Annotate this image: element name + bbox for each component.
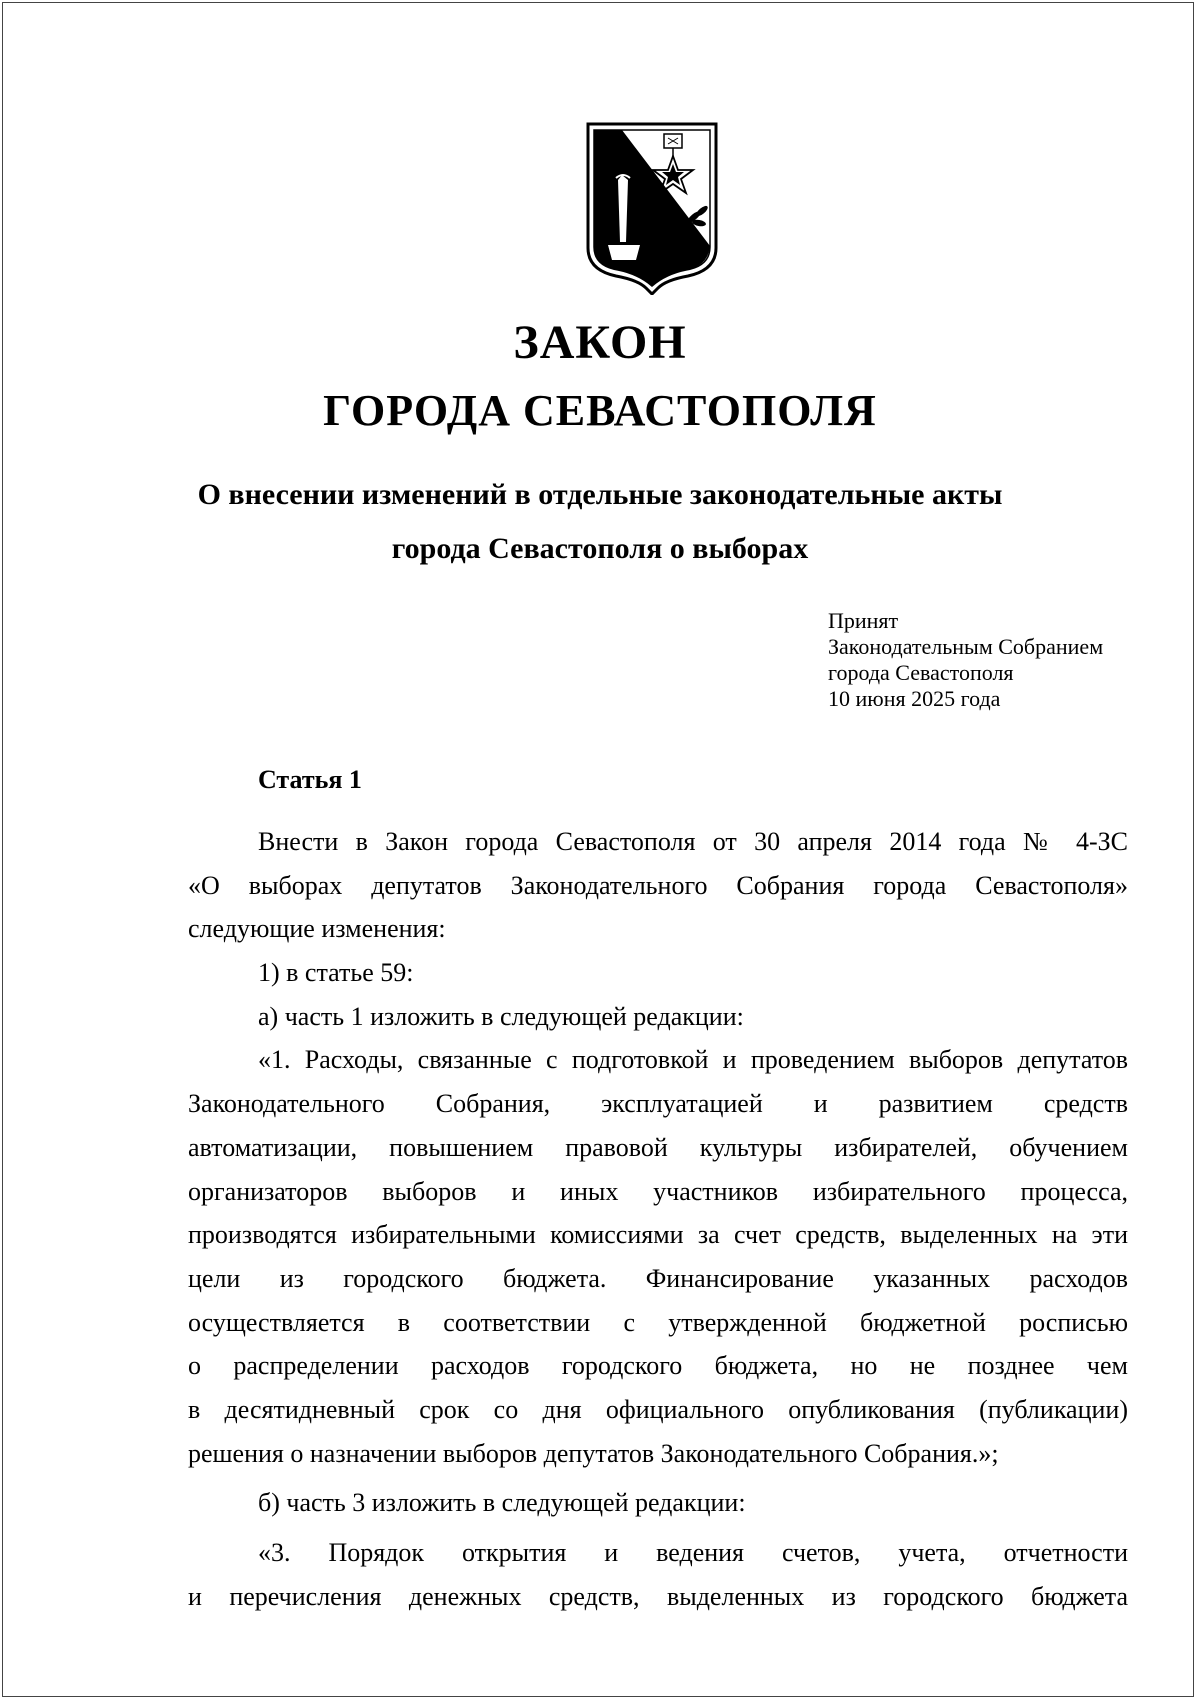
adoption-line: Законодательным Собранием xyxy=(828,634,1104,659)
body-line: организаторов выборов и иных участников избирательного процесса, xyxy=(188,1176,1128,1206)
law-subtitle-line-1: О внесении изменений в отдельные законодательные акты xyxy=(197,478,1003,511)
body-line: решения о назначении выборов депутатов Законодательного Собрания.»; xyxy=(188,1438,999,1468)
sevastopol-coat-of-arms-icon xyxy=(582,120,722,295)
body-line: в десятидневный срок со дня официального опубликования (публикации) xyxy=(188,1394,1128,1424)
body-line: а) часть 1 изложить в следующей редакции: xyxy=(258,1001,744,1031)
article-body xyxy=(188,820,1128,1618)
body-line: цели из городского бюджета. Финансирование указанных расходов xyxy=(188,1263,1128,1293)
adoption-date: 10 июня 2025 года xyxy=(828,686,1001,711)
adoption-line: города Севастополя xyxy=(828,660,1014,685)
body-line: производятся избирательными комиссиями за счет средств, выделенных на эти xyxy=(188,1220,1128,1250)
adoption-line: Принят xyxy=(828,608,899,633)
body-line: о распределении расходов городского бюджета, но не позднее чем xyxy=(188,1351,1128,1381)
body-line: «3. Порядок открытия и ведения счетов, учета, отчетности xyxy=(258,1538,1128,1567)
body-line: 1) в статье 59: xyxy=(258,958,414,988)
body-line: Внести в Закон города Севастополя от 30 апреля 2014 года № 4-ЗС xyxy=(258,827,1128,856)
body-line: Законодательного Собрания, эксплуатацией и развитием средств xyxy=(188,1089,1128,1119)
adoption-note xyxy=(828,608,1103,712)
body-line: и перечисления денежных средств, выделенных из городского бюджета xyxy=(188,1581,1128,1611)
body-line: осуществляется в соответствии с утвержденной бюджетной росписью xyxy=(188,1307,1128,1337)
city-title: ГОРОДА СЕВАСТОПОЛЯ xyxy=(323,386,877,435)
body-line: следующие изменения: xyxy=(188,914,446,944)
law-title: ЗАКОН xyxy=(513,316,687,369)
body-line: автоматизации, повышением правовой культуры избирателей, обучением xyxy=(188,1132,1128,1162)
body-line: б) часть 3 изложить в следующей редакции: xyxy=(258,1488,746,1518)
law-subtitle-line-2: города Севастополя о выборах xyxy=(391,532,809,565)
body-line: «1. Расходы, связанные с подготовкой и проведением выборов депутатов xyxy=(258,1045,1128,1075)
body-line: «О выборах депутатов Законодательного Собрания города Севастополя» xyxy=(188,870,1128,900)
article-heading: Статья 1 xyxy=(258,765,362,794)
